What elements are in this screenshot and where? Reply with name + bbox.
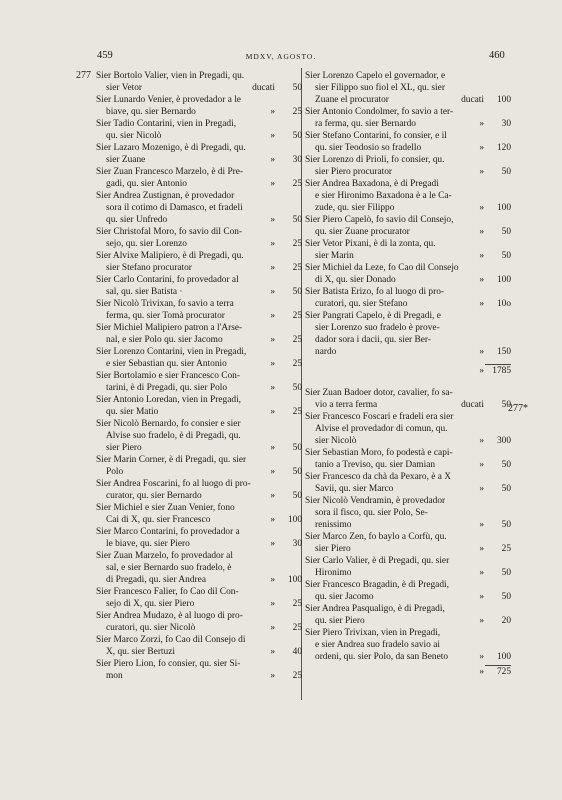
entry-text-line: nal, e sier Polo qu. sier Jacomo	[106, 335, 223, 345]
entry-text-line: Sier Carlo Valier, è di Pregadi, qu. sier	[305, 556, 450, 566]
entry-amount	[479, 591, 511, 603]
entry-text-line: sier Filippo suo fiol el XL, qu. sier	[315, 83, 445, 93]
entry-amount	[479, 435, 511, 447]
total-rule	[485, 665, 511, 666]
currency-mark: »	[479, 568, 484, 578]
currency-mark: »	[270, 311, 275, 321]
currency-mark: »	[479, 592, 484, 602]
amount-value: 50	[501, 400, 511, 410]
entry-text-line: Sier Bortolamio e sier Francesco Con-	[96, 371, 240, 381]
entry-amount	[479, 202, 511, 214]
currency-mark: »	[479, 366, 484, 376]
entry-amount	[270, 598, 302, 610]
ledger-entry	[305, 310, 511, 358]
amount-value: 50	[292, 83, 302, 93]
amount-value: 100	[496, 652, 511, 662]
entry-text-line: Sier Lorenzo Contarini, vien in Pregadi,	[96, 347, 247, 357]
amount-value: 25	[501, 544, 511, 554]
entry-text-line: Alvise suo fradelo, è di Pregadi, qu.	[106, 431, 241, 441]
entry-amount	[270, 442, 302, 454]
entry-text-line: e sier Hironimo Baxadona è a le Ca-	[315, 191, 452, 201]
amount-value: 25	[292, 335, 302, 345]
entry-text-line: sal, qu. sier Batista ·	[106, 287, 183, 297]
entry-text-line: sier Piero procurator	[315, 167, 393, 177]
entry-text-line: gadi, qu. sier Antonio	[106, 179, 187, 189]
ledger-entry	[96, 94, 302, 118]
entry-amount	[270, 238, 302, 250]
currency-mark: »	[270, 383, 275, 393]
ledger-entry	[96, 418, 302, 454]
amount-value: 100	[496, 95, 511, 105]
amount-value: 30	[292, 539, 302, 549]
entry-text-line: di Pregadi, qu. sier Andrea	[106, 575, 206, 585]
ledger-entry	[305, 154, 511, 178]
currency-mark: »	[479, 460, 484, 470]
ledger-entry	[305, 447, 511, 471]
entry-amount	[270, 106, 302, 118]
entry-text-line: renissimo	[315, 520, 352, 530]
currency-mark: »	[479, 119, 484, 129]
entry-amount	[479, 615, 511, 627]
ledger-entry	[96, 394, 302, 418]
entry-amount	[270, 406, 302, 418]
currency-mark: »	[270, 155, 275, 165]
entry-text-line: Sier Piero Lion, fo consier, qu. sier Si-	[96, 659, 241, 669]
ledger-entry	[96, 658, 302, 682]
amount-value: 50	[292, 131, 302, 141]
entry-text-line: mon	[106, 671, 123, 681]
amount-value: 100	[287, 515, 302, 525]
amount-value: 40	[292, 647, 302, 657]
right-column	[305, 70, 511, 678]
entry-amount	[270, 514, 302, 526]
entry-amount	[479, 142, 511, 154]
entry-text-line: Sier Andrea Foscarini, fo al luogo di pro-	[96, 479, 251, 489]
ledger-entry	[305, 603, 511, 627]
entry-text-line: curatori, qu. sier Stefano	[315, 299, 408, 309]
left-column	[96, 70, 302, 682]
entry-text-line: Sier Marco Zen, fo baylo a Corfù, qu.	[305, 532, 447, 542]
entry-amount	[479, 366, 511, 376]
entry-text-line: Sier Andrea Zustignan, è provedador	[96, 191, 235, 201]
currency-mark: »	[270, 263, 275, 273]
entry-amount	[270, 286, 302, 298]
margin-number-left: 277	[76, 70, 91, 81]
column-total	[305, 364, 511, 377]
amount-value: 50	[501, 460, 511, 470]
entry-amount	[479, 166, 511, 178]
entry-text-line: Sier Andrea Baxadona, è di Pregadi	[305, 179, 439, 189]
amount-value: 30	[501, 119, 511, 129]
entry-text-line: Sier Marin Corner, è di Pregadi, qu. sier	[96, 455, 247, 465]
ledger-entry	[96, 166, 302, 190]
ledger-entry	[96, 250, 302, 274]
entry-text-line: Sier Sebastian Moro, fo podestà e capi-	[305, 448, 453, 458]
currency-mark: »	[270, 287, 275, 297]
entry-text-line: sier Zuane	[106, 155, 146, 165]
entry-amount	[479, 274, 511, 286]
currency-mark: »	[479, 275, 484, 285]
currency-mark: »	[270, 443, 275, 453]
entry-text-line: Sier Francesco Bragadin, è di Pregadi,	[305, 580, 449, 590]
entry-amount	[270, 358, 302, 370]
entry-text-line: Sier Michiel e sier Zuan Venier, fono	[96, 503, 235, 513]
entry-text-line: sal, e sier Bernardo suo fradelo, è	[106, 563, 232, 573]
entry-amount	[479, 667, 511, 677]
amount-value: 25	[292, 623, 302, 633]
ledger-entry	[305, 286, 511, 310]
amount-value: 50	[292, 383, 302, 393]
currency-mark: »	[270, 647, 275, 657]
currency-mark: »	[479, 143, 484, 153]
currency-mark: »	[479, 667, 484, 677]
amount-value: 50	[501, 167, 511, 177]
ledger-entry	[96, 70, 302, 94]
entry-amount	[270, 154, 302, 166]
entry-text-line: Polo	[106, 467, 124, 477]
entry-text-line: Sier Zuan Marzelo, fo provedador al	[96, 551, 233, 561]
entry-text-line: X, qu. sier Bertuzi	[106, 647, 175, 657]
ledger-entry	[305, 495, 511, 531]
entry-text-line: qu. sier Piero	[315, 616, 365, 626]
entry-text-line: Sier Marco Zorzi, fo Cao dil Consejo di	[96, 635, 246, 645]
currency-mark: »	[270, 575, 275, 585]
entry-text-line: Sier Lazaro Mozenigo, è di Pregadi, qu.	[96, 143, 246, 153]
entry-text-line: tanio a Treviso, qu. sier Damian	[315, 460, 436, 470]
entry-text-line: vio a terra ferma	[315, 400, 378, 410]
entry-text-line: Sier Antonio Loredan, vien in Pregadi,	[96, 395, 242, 405]
entry-text-line: Sier Michiel Malipiero patron a l'Arse-	[96, 323, 243, 333]
entry-text-line: ordeni, qu. sier Polo, da san Beneto	[315, 652, 449, 662]
ledger-entry	[305, 70, 511, 106]
entry-amount	[270, 538, 302, 550]
entry-amount	[270, 622, 302, 634]
entry-text-line: Sier Zuan Badoer dotor, cavalier, fo sa-	[305, 388, 453, 398]
ledger-entry	[305, 471, 511, 495]
ledger-entry	[96, 274, 302, 298]
amount-value: 120	[496, 143, 511, 153]
entry-text-line: e sier Andrea suo fradelo savio ai	[315, 640, 440, 650]
entry-text-line: Sier Andrea Pasqualigo, è di Pregadi,	[305, 604, 445, 614]
entry-amount	[479, 651, 511, 663]
entry-amount	[479, 118, 511, 130]
ledger-entry	[305, 130, 511, 154]
entry-text-line: ra ferma, qu. sier Bernardo	[315, 119, 416, 129]
ledger-entry	[96, 454, 302, 478]
entry-text-line: curator, qu. sier Bernardo	[106, 491, 202, 501]
entry-text-line: Sier Pangrati Capelo, è di Pregadi, e	[305, 311, 441, 321]
entry-text-line: Savii, qu. sier Marco	[315, 484, 394, 494]
amount-value: 50	[292, 287, 302, 297]
entry-text-line: qu. sier Unfredo	[106, 215, 168, 225]
entry-text-line: sier Marin	[315, 251, 354, 261]
currency-mark: »	[479, 436, 484, 446]
amount-value: 50	[501, 568, 511, 578]
currency-mark: »	[479, 652, 484, 662]
currency-mark: »	[479, 299, 484, 309]
ledger-entry	[96, 586, 302, 610]
entry-text-line: sora il cotimo di Damasco, et fradeli	[106, 203, 243, 213]
currency-mark: »	[479, 227, 484, 237]
page-number-right: 460	[489, 50, 505, 61]
currency-mark: »	[270, 407, 275, 417]
amount-value: 100	[496, 275, 511, 285]
column-total	[305, 665, 511, 678]
currency-mark: »	[270, 239, 275, 249]
entry-text-line: Sier Zuan Francesco Marzelo, è di Pre-	[96, 167, 244, 177]
amount-value: 50	[292, 215, 302, 225]
entry-amount	[479, 483, 511, 495]
amount-value: 50	[292, 467, 302, 477]
ledger-entry	[305, 106, 511, 130]
entry-text-line: e sier Sebastian qu. sier Antonio	[106, 359, 227, 369]
currency-mark: ducati	[252, 83, 275, 93]
entry-text-line: Sier Francesco da chà da Pexaro, è a X	[305, 472, 452, 482]
amount-value: 50	[501, 251, 511, 261]
amount-value: 25	[292, 407, 302, 417]
entry-text-line: sier Vetor	[106, 83, 143, 93]
entry-amount	[270, 574, 302, 586]
entry-text-line: Sier Alvixe Malipiero, è di Pregadi, qu.	[96, 251, 244, 261]
ledger-entry	[305, 555, 511, 579]
entry-amount	[461, 399, 511, 411]
ledger-entry	[96, 370, 302, 394]
amount-value: 10o	[496, 299, 511, 309]
ledger-entry	[305, 387, 511, 411]
entry-text-line: zude, qu. sier Filippo	[315, 203, 395, 213]
entry-amount	[270, 670, 302, 682]
ledger-entry	[96, 478, 302, 502]
entry-amount	[270, 214, 302, 226]
spacer	[305, 377, 511, 387]
amount-value: 150	[496, 347, 511, 357]
amount-value: 50	[501, 520, 511, 530]
ledger-entry	[305, 214, 511, 238]
entry-text-line: sejo di X, qu. sier Piero	[106, 599, 195, 609]
currency-mark: »	[270, 179, 275, 189]
entry-text-line: Cai di X, qu. sier Francesco	[106, 515, 211, 525]
ledger-entry	[96, 322, 302, 346]
currency-mark: »	[270, 107, 275, 117]
entry-amount	[270, 262, 302, 274]
entry-amount	[479, 250, 511, 262]
entry-text-line: Zuane el procurator	[315, 95, 389, 105]
ledger-entry	[96, 346, 302, 370]
entry-text-line: nardo	[315, 347, 337, 357]
currency-mark: »	[270, 335, 275, 345]
currency-mark: »	[270, 215, 275, 225]
entry-text-line: Sier Francesco Foscari e fradeli era sier	[305, 412, 454, 422]
entry-amount	[270, 382, 302, 394]
ledger-entry	[96, 226, 302, 250]
amount-value: 50	[501, 592, 511, 602]
entry-text-line: sier Stefano procurator	[106, 263, 192, 273]
entry-text-line: Sier Batista Erizo, fo al luogo di pro-	[305, 287, 445, 297]
entry-amount	[479, 226, 511, 238]
entry-text-line: Sier Marco Contarini, fo provedador a	[96, 527, 240, 537]
ledger-entry	[305, 531, 511, 555]
ledger-entry	[96, 118, 302, 142]
ledger-entry	[305, 238, 511, 262]
amount-value: 25	[292, 239, 302, 249]
entry-amount	[270, 646, 302, 658]
amount-value: 25	[292, 179, 302, 189]
entry-amount	[270, 466, 302, 478]
amount-value: 30	[292, 155, 302, 165]
entry-text-line: Sier Christofal Moro, fo savio dil Con-	[96, 227, 243, 237]
currency-mark: »	[479, 616, 484, 626]
ledger-entry	[305, 411, 511, 447]
currency-mark: »	[270, 467, 275, 477]
entry-text-line: Sier Andrea Mudazo, è al luogo di pro-	[96, 611, 243, 621]
entry-text-line: Sier Tadio Contarini, vien in Pregadi,	[96, 119, 237, 129]
ledger-entry	[96, 526, 302, 550]
ledger-entry	[305, 262, 511, 286]
ledger-entry	[305, 178, 511, 214]
ledger-entry	[96, 190, 302, 226]
entry-text-line: Sier Carlo Contarini, fo provedador al	[96, 275, 239, 285]
entry-text-line: sier Nicolò	[315, 436, 357, 446]
amount-value: 300	[496, 436, 511, 446]
entry-amount	[479, 459, 511, 471]
ledger-entry	[305, 627, 511, 663]
entry-amount	[270, 310, 302, 322]
entry-amount	[461, 94, 511, 106]
currency-mark: »	[479, 203, 484, 213]
ledger-entry	[96, 142, 302, 166]
ledger-entry	[96, 634, 302, 658]
entry-text-line: di X, qu. sier Donado	[315, 275, 396, 285]
entry-amount	[479, 346, 511, 358]
entry-text-line: Sier Stefano Contarini, fo consier, e il	[305, 131, 447, 141]
currency-mark: »	[270, 623, 275, 633]
entry-text-line: Sier Antonio Condolmer, fo savio a ter-	[305, 107, 454, 117]
amount-value: 50	[501, 227, 511, 237]
entry-text-line: Alvise el provedador di comun, qu.	[315, 424, 448, 434]
amount-value: 100	[287, 575, 302, 585]
entry-text-line: sier Lorenzo suo fradelo è prove-	[315, 323, 440, 333]
entry-text-line: biave, qu. sier Bernardo	[106, 107, 196, 117]
entry-text-line: tarini, è di Pregadi, qu. sier Polo	[106, 383, 228, 393]
currency-mark: »	[270, 491, 275, 501]
entry-text-line: Sier Lorenzo Capelo el governador, e	[305, 71, 446, 81]
currency-mark: »	[479, 347, 484, 357]
entry-amount	[270, 130, 302, 142]
ledger-entry	[305, 579, 511, 603]
entry-amount	[479, 519, 511, 531]
amount-value: 725	[496, 667, 511, 677]
entry-text-line: Sier Nicolò Bernardo, fo consier e sier	[96, 419, 241, 429]
entry-text-line: Sier Nicolò Trivixan, fo savio a terra	[96, 299, 234, 309]
amount-value: 25	[292, 107, 302, 117]
entry-text-line: ferma, qu. sier Tomà procurator	[106, 311, 225, 321]
currency-mark: »	[270, 671, 275, 681]
amount-value: 25	[292, 671, 302, 681]
entry-text-line: Sier Piero Capelò, fo savio dil Consejo,	[305, 215, 454, 225]
entry-text-line: Sier Piero Trivixan, vien in Pregadi,	[305, 628, 441, 638]
ledger-entry	[96, 298, 302, 322]
amount-value: 50	[292, 443, 302, 453]
amount-value: 50	[501, 484, 511, 494]
page-header	[0, 50, 562, 64]
entry-text-line: curatori, qu. sier Nicolò	[106, 623, 196, 633]
ledger-entry	[96, 610, 302, 634]
entry-text-line: Sier Lunardo Venier, è provedador a le	[96, 95, 241, 105]
entry-text-line: Hironimo	[315, 568, 352, 578]
currency-mark: »	[270, 599, 275, 609]
currency-mark: »	[270, 515, 275, 525]
currency-mark: »	[479, 167, 484, 177]
entry-text-line: qu. sier Zuane procurator	[315, 227, 410, 237]
amount-value: 25	[292, 311, 302, 321]
currency-mark: »	[270, 359, 275, 369]
entry-amount	[270, 490, 302, 502]
entry-text-line: le biave, qu. sier Piero	[106, 539, 190, 549]
entry-text-line: Sier Nicolò Vendramin, è provedador	[305, 496, 446, 506]
ledger-entry	[96, 550, 302, 586]
ledger-entry	[96, 502, 302, 526]
entry-text-line: Sier Michiel da Leze, fo Cao dil Consejo	[305, 263, 459, 273]
amount-value: 25	[292, 359, 302, 369]
entry-text-line: qu. sier Nicolò	[106, 131, 162, 141]
entry-amount	[479, 543, 511, 555]
total-rule	[485, 364, 511, 365]
currency-mark: »	[270, 131, 275, 141]
entry-text-line: sier Piero	[315, 544, 351, 554]
entry-text-line: sora il fisco, qu. sier Polo, Se-	[315, 508, 428, 518]
entry-text-line: Sier Vetor Pixani, è di la zonta, qu.	[305, 239, 436, 249]
entry-text-line: sier Piero	[106, 443, 142, 453]
running-title: MDXV, AGOSTO.	[245, 52, 317, 61]
entry-text-line: qu. sier Matio	[106, 407, 159, 417]
amount-value: 20	[501, 616, 511, 626]
entry-text-line: qu. sier Jacomo	[315, 592, 374, 602]
entry-text-line: Sier Bortolo Valier, vien in Pregadi, qu.	[96, 71, 245, 81]
amount-value: 25	[292, 263, 302, 273]
currency-mark: »	[479, 484, 484, 494]
entry-text-line: Sier Lorenzo di Prioli, fo consier, qu.	[305, 155, 445, 165]
entry-text-line: Sier Francesco Falier, fo Cao dil Con-	[96, 587, 239, 597]
currency-mark: »	[479, 544, 484, 554]
amount-value: 1785	[492, 366, 511, 376]
page-number-left: 459	[97, 50, 113, 61]
entry-text-line: sejo, qu. sier Lorenzo	[106, 239, 187, 249]
entry-text-line: qu. sier Teodosio so fradello	[315, 143, 422, 153]
amount-value: 100	[496, 203, 511, 213]
currency-mark: »	[270, 539, 275, 549]
amount-value: 50	[292, 491, 302, 501]
entry-amount	[252, 82, 302, 94]
entry-amount	[270, 178, 302, 190]
currency-mark: »	[479, 520, 484, 530]
currency-mark: ducati	[461, 95, 484, 105]
entry-amount	[479, 298, 511, 310]
currency-mark: »	[479, 251, 484, 261]
amount-value: 25	[292, 599, 302, 609]
entry-amount	[479, 567, 511, 579]
margin-number-right: 277*	[508, 403, 528, 414]
entry-text-line: dador sora i dacii, qu. sier Ber-	[315, 335, 431, 345]
entry-amount	[270, 334, 302, 346]
currency-mark: ducati	[461, 400, 484, 410]
